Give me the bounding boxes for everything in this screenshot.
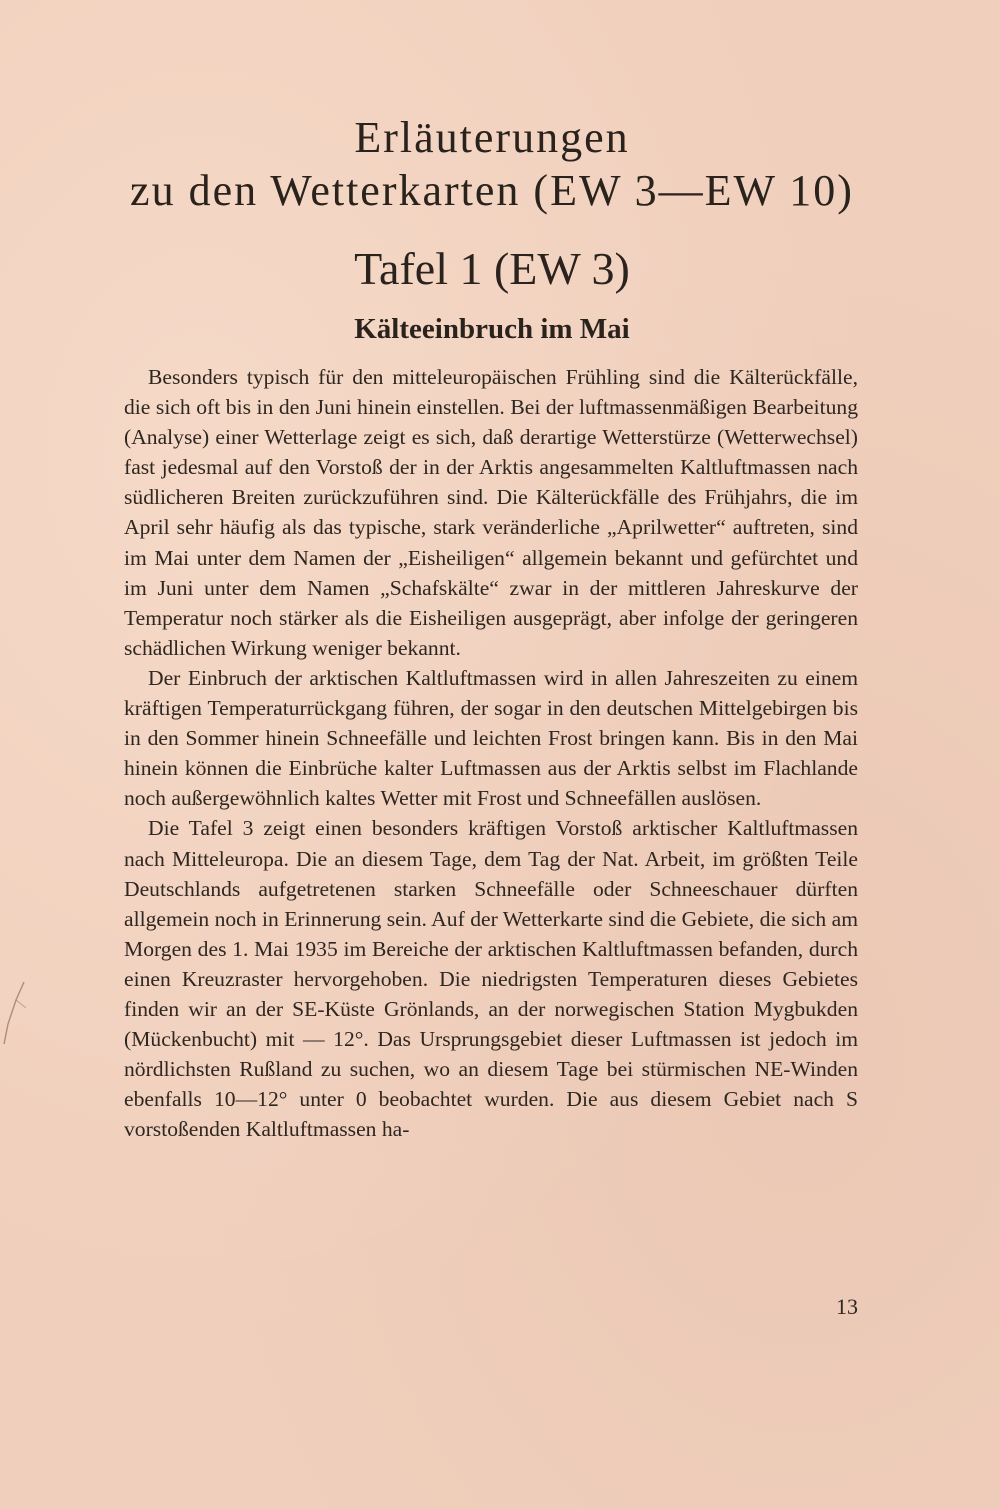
paragraph-3: Die Tafel 3 zeigt einen besonders kräftigen Vorstoß arktischer Kaltluftmassen nach Mitteleuropa. Die an diesem Tage, dem Tag der Nat. Arbeit, im größten Teile Deutschlands aufgetretenen starken Schneefälle oder Schneeschauer dürften allgemein noch in Erinnerung sein. Auf der Wetterkarte sind die Gebiete, die sich am Morgen des 1. Mai 1935 im Bereiche der arktischen Kaltluftmassen befanden, durch einen Kreuzraster hervorgehoben. Die niedrigsten Temperaturen dieses Gebietes finden wir an der SE-Küste Grönlands, an der norwegischen Station Mygbukden (Mückenbucht) mit — 12°. Das Ursprungsgebiet dieser Luftmassen ist jedoch im nördlichsten Rußland zu suchen, wo an diesem Tage bei stürmischen NE-Winden ebenfalls 10—12° unter 0 beobachtet wurden. Die aus diesem Gebiet nach S vorstoßenden Kaltluftmassen ha- [124, 816, 858, 1142]
page-number: 13 [836, 1294, 858, 1319]
paragraph-1: Besonders typisch für den mitteleuropäischen Frühling sind die Kälterückfälle, die sich oft bis in den Juni hinein einstellen. Bei der luftmassenmäßigen Bearbeitung (Analyse) einer Wetterlage zeigt es sich, daß derartige Wetterstürze (Wetterwechsel) fast jedesmal auf den Vorstoß der in der Arktis angesammelten Kaltluftmassen nach südlicheren Breiten zurückzuführen sind. Die Kälterückfälle des Frühjahrs, die im April sehr häufig als das typische, stark veränderliche „Aprilwetter“ auftreten, sind im Mai unter dem Namen der „Eisheiligen“ allgemein bekannt und gefürchtet und im Juni unter dem Namen „Schafskälte“ zwar in der mittleren Jahreskurve der Temperatur noch stärker als die Eisheiligen ausgeprägt, aber infolge der geringeren schädlichen Wirkung weniger bekannt. [124, 365, 858, 660]
document-title-line-1: Erläuterungen [354, 113, 630, 162]
document-title-line-2: zu den Wetterkarten (EW 3—EW 10) [130, 166, 854, 215]
section-heading: Kälteeinbruch im Mai [354, 313, 630, 345]
paragraph-2: Der Einbruch der arktischen Kaltluftmassen wird in allen Jahreszeiten zu einem kräftigen Temperaturrückgang führen, der sogar in den deutschen Mittelgebirgen bis in den Sommer hinein Schneefälle und leichten Frost bringen kann. Bis in den Mai hinein können die Einbrüche kalter Luftmassen aus der Arktis selbst im Flachlande noch außergewöhnlich kaltes Wetter mit Frost und Schneefällen auslösen. [124, 665, 858, 811]
plate-heading: Tafel 1 (EW 3) [354, 243, 630, 294]
paper-crease-mark [2, 978, 32, 1048]
body-text [124, 362, 858, 1144]
